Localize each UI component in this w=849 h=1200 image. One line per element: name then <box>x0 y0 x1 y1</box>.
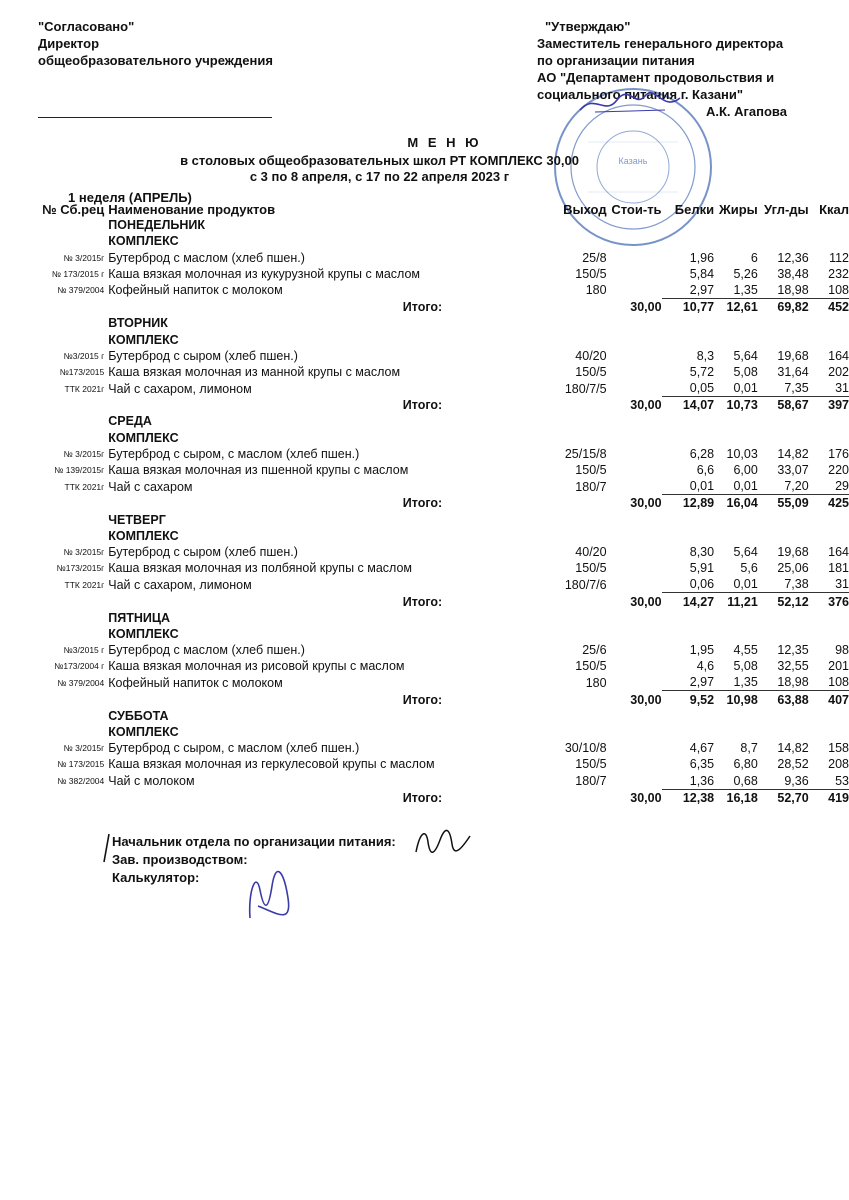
protein-value: 4,67 <box>689 741 715 756</box>
total-fat: 11,21 <box>714 593 758 610</box>
day-row <box>30 315 849 331</box>
kcal-value: 108 <box>828 282 849 297</box>
day-row <box>30 217 849 233</box>
kcal-value: 164 <box>828 544 849 559</box>
dish-name: Кофейный напиток с молоком <box>108 675 283 690</box>
footer-block <box>112 833 396 887</box>
total-fat: 12,61 <box>714 298 758 315</box>
cost-cell <box>607 740 662 756</box>
fat-value: 0,01 <box>733 577 758 592</box>
agreed-label: "Согласовано" <box>38 19 135 34</box>
menu-subtitle: в столовых общеобразовательных школ РТ КОМПЛЕКС 30,00 <box>180 153 579 168</box>
cost-cell <box>607 364 662 380</box>
total-row <box>30 397 849 414</box>
fat-value: 0,01 <box>733 479 758 494</box>
dish-name: Каша вязкая молочная из рисовой крупы с маслом <box>108 659 405 674</box>
protein-value: 6,28 <box>689 446 715 461</box>
table-row <box>30 756 849 772</box>
complex-row <box>30 626 849 642</box>
carbs-value: 18,98 <box>777 282 809 297</box>
cost-cell <box>607 462 662 478</box>
kcal-value: 208 <box>828 757 849 772</box>
total-fat: 16,18 <box>714 789 758 806</box>
approval-left-block <box>38 18 273 69</box>
kcal-value: 31 <box>835 577 849 592</box>
col-code: № Сб.рец <box>42 201 105 217</box>
approval-right-block <box>537 18 837 120</box>
day-label: ВТОРНИК <box>108 316 168 331</box>
protein-value: 8,30 <box>689 544 715 559</box>
complex-label: КОМПЛЕКС <box>108 234 179 249</box>
production-manager-label: Зав. производством: <box>112 852 248 867</box>
signer-name: А.К. Агапова <box>705 104 787 119</box>
total-cost: 30,00 <box>630 496 662 511</box>
day-label: ПЯТНИЦА <box>108 610 171 625</box>
complex-label: КОМПЛЕКС <box>108 430 179 445</box>
table-row <box>30 266 849 282</box>
kcal-value: 108 <box>828 675 849 690</box>
total-carbs: 58,67 <box>758 397 809 414</box>
recipe-code: ТТК 2021г <box>64 383 105 394</box>
cost-cell <box>607 560 662 576</box>
total-cost: 30,00 <box>630 790 662 805</box>
head-of-dept-label: Начальник отдела по организации питания: <box>112 834 396 849</box>
day-label: СУББОТА <box>108 708 169 723</box>
portion-output: 180/7 <box>575 774 607 789</box>
carbs-value: 18,98 <box>777 675 809 690</box>
protein-value: 0,05 <box>689 381 715 396</box>
carbs-value: 9,36 <box>784 773 809 788</box>
institution-label: общеобразовательного учреждения <box>38 53 273 68</box>
recipe-code: № 379/2004 <box>57 285 105 296</box>
table-row <box>30 380 849 397</box>
portion-output: 150/5 <box>575 659 607 674</box>
col-protein: Белки <box>674 201 715 217</box>
total-row <box>30 593 849 610</box>
total-kcal: 376 <box>809 593 849 610</box>
total-carbs: 55,09 <box>758 495 809 512</box>
portion-output: 25/6 <box>582 643 607 658</box>
table-row <box>30 249 849 265</box>
cost-cell <box>607 658 662 674</box>
cost-cell <box>607 756 662 772</box>
dish-name: Каша вязкая молочная из кукурузной крупы с маслом <box>108 266 421 281</box>
fat-value: 5,64 <box>733 348 758 363</box>
total-protein: 12,89 <box>662 495 715 512</box>
total-cost: 30,00 <box>630 692 662 707</box>
complex-label: КОМПЛЕКС <box>108 332 179 347</box>
table-row <box>30 560 849 576</box>
total-kcal: 419 <box>809 789 849 806</box>
total-row <box>30 691 849 708</box>
recipe-code: № 3/2015г <box>63 448 105 459</box>
portion-output: 150/5 <box>575 561 607 576</box>
total-fat: 10,73 <box>714 397 758 414</box>
col-carbs: Угл-ды <box>764 201 809 217</box>
portion-output: 180/7 <box>575 479 607 494</box>
portion-output: 25/8 <box>582 250 607 265</box>
protein-value: 2,97 <box>689 282 715 297</box>
col-cost: Стои-ть <box>611 201 662 217</box>
table-row <box>30 658 849 674</box>
table-row <box>30 642 849 658</box>
total-protein: 14,27 <box>662 593 715 610</box>
recipe-code: № 173/2015 <box>57 759 105 770</box>
carbs-value: 19,68 <box>777 348 809 363</box>
company-line: АО "Департамент продовольствия и <box>537 70 775 85</box>
total-cost: 30,00 <box>630 594 662 609</box>
carbs-value: 7,35 <box>784 381 809 396</box>
cost-cell <box>607 674 662 691</box>
col-name: Наименование продуктов <box>108 201 276 217</box>
total-kcal: 397 <box>809 397 849 414</box>
carbs-value: 7,20 <box>784 479 809 494</box>
day-row <box>30 708 849 724</box>
table-row <box>30 282 849 299</box>
dish-name: Чай с сахаром <box>108 479 193 494</box>
total-carbs: 52,70 <box>758 789 809 806</box>
table-row <box>30 462 849 478</box>
recipe-code: №3/2015 г <box>63 350 105 361</box>
carbs-value: 28,52 <box>777 757 809 772</box>
protein-value: 5,91 <box>689 561 715 576</box>
dish-name: Бутерброд с сыром, с маслом (хлеб пшен.) <box>108 741 360 756</box>
carbs-value: 33,07 <box>777 463 809 477</box>
total-row <box>30 789 849 806</box>
fat-value: 6,80 <box>733 757 758 772</box>
deputy-title: Заместитель генерального директора <box>537 36 784 51</box>
kcal-value: 112 <box>829 250 849 265</box>
cost-cell <box>607 282 662 299</box>
fat-value: 5,08 <box>733 364 758 379</box>
recipe-code: №173/2015 <box>59 366 105 377</box>
table-row <box>30 740 849 756</box>
recipe-code: № 139/2015г <box>54 465 105 475</box>
day-label: СРЕДА <box>108 414 152 429</box>
recipe-code: № 382/2004 <box>57 776 105 787</box>
table-row <box>30 478 849 495</box>
fat-value: 5,6 <box>740 561 758 576</box>
complex-row <box>30 233 849 249</box>
approve-label: "Утверждаю" <box>545 19 631 34</box>
cost-cell <box>607 544 662 560</box>
recipe-code: № 3/2015г <box>63 546 105 557</box>
protein-value: 1,36 <box>689 773 715 788</box>
carbs-value: 12,35 <box>777 643 809 658</box>
total-kcal: 407 <box>809 691 849 708</box>
menu-table <box>30 201 849 806</box>
portion-output: 25/15/8 <box>564 446 607 461</box>
portion-output: 40/20 <box>575 348 607 363</box>
cost-cell <box>607 380 662 397</box>
complex-label: КОМПЛЕКС <box>108 528 179 543</box>
fat-value: 6,00 <box>733 463 758 477</box>
cost-cell <box>607 446 662 462</box>
signature-icon <box>412 822 472 862</box>
portion-output: 150/5 <box>575 463 607 477</box>
portion-output: 150/5 <box>575 266 607 281</box>
total-kcal: 425 <box>809 495 849 512</box>
day-row <box>30 511 849 527</box>
day-row <box>30 610 849 626</box>
table-row <box>30 348 849 364</box>
fat-value: 0,68 <box>733 773 758 788</box>
table-row <box>30 772 849 789</box>
complex-label: КОМПЛЕКС <box>108 626 179 641</box>
dish-name: Каша вязкая молочная из пшенной крупы с маслом <box>108 463 409 477</box>
dish-name: Каша вязкая молочная из полбяной крупы с маслом <box>108 561 413 576</box>
day-label: ПОНЕДЕЛЬНИК <box>108 218 205 233</box>
menu-title: М Е Н Ю <box>407 135 482 150</box>
kcal-value: 98 <box>835 643 849 658</box>
total-cost: 30,00 <box>630 398 662 413</box>
recipe-code: ТТК 2021г <box>64 481 105 492</box>
dish-name: Бутерброд с маслом (хлеб пшен.) <box>108 250 305 265</box>
fat-value: 8,7 <box>740 741 758 756</box>
complex-row <box>30 528 849 544</box>
total-label: Итого: <box>402 398 443 413</box>
kcal-value: 201 <box>828 659 849 674</box>
kcal-value: 181 <box>828 561 849 576</box>
carbs-value: 31,64 <box>777 364 809 379</box>
carbs-value: 32,55 <box>777 659 809 674</box>
cost-cell <box>607 642 662 658</box>
total-label: Итого: <box>402 692 443 707</box>
portion-output: 180/7/6 <box>564 577 607 592</box>
recipe-code: ТТК 2021г <box>64 579 105 590</box>
protein-value: 5,84 <box>689 266 715 281</box>
kcal-value: 31 <box>835 381 849 396</box>
fat-value: 1,35 <box>733 675 758 690</box>
dish-name: Бутерброд с сыром, с маслом (хлеб пшен.) <box>108 446 360 461</box>
total-carbs: 52,12 <box>758 593 809 610</box>
recipe-code: №173/2004 г <box>54 661 105 672</box>
total-row <box>30 298 849 315</box>
total-cost: 30,00 <box>630 300 662 315</box>
protein-value: 4,6 <box>696 659 715 674</box>
total-protein: 10,77 <box>662 298 715 315</box>
fat-value: 4,55 <box>733 643 758 658</box>
portion-output: 180 <box>585 675 607 690</box>
day-label: ЧЕТВЕРГ <box>108 512 166 527</box>
col-out: Выход <box>563 201 607 217</box>
carbs-value: 38,48 <box>777 266 809 281</box>
recipe-code: № 3/2015г <box>63 252 105 263</box>
protein-value: 6,6 <box>696 463 715 477</box>
protein-value: 0,01 <box>689 479 715 494</box>
fat-value: 0,01 <box>733 381 758 396</box>
dish-name: Каша вязкая молочная из геркулесовой крупы с маслом <box>108 757 435 772</box>
total-protein: 12,38 <box>662 789 715 806</box>
portion-output: 180 <box>585 283 607 298</box>
recipe-code: № 3/2015г <box>63 743 105 754</box>
dish-name: Каша вязкая молочная из манной крупы с маслом <box>108 364 401 379</box>
carbs-value: 25,06 <box>777 561 809 576</box>
kcal-value: 232 <box>828 266 849 281</box>
svg-text:Казань: Казань <box>618 156 648 166</box>
protein-value: 1,96 <box>689 250 715 265</box>
cost-cell <box>607 576 662 593</box>
dish-name: Чай с молоком <box>108 774 195 789</box>
kcal-value: 202 <box>828 364 849 379</box>
total-carbs: 63,88 <box>758 691 809 708</box>
protein-value: 5,72 <box>689 364 715 379</box>
kcal-value: 164 <box>828 348 849 363</box>
portion-output: 30/10/8 <box>564 741 607 756</box>
carbs-value: 7,38 <box>784 577 809 592</box>
total-carbs: 69,82 <box>758 298 809 315</box>
fat-value: 1,35 <box>733 282 758 297</box>
cost-cell <box>607 266 662 282</box>
total-label: Итого: <box>402 496 443 511</box>
protein-value: 1,95 <box>689 643 715 658</box>
city-line: социального питания г. Казани" <box>537 87 744 102</box>
carbs-value: 12,36 <box>777 250 809 265</box>
fat-value: 5,26 <box>733 266 758 281</box>
col-kcal: Ккал <box>819 201 849 217</box>
col-fat: Жиры <box>719 201 758 217</box>
total-fat: 16,04 <box>714 495 758 512</box>
total-kcal: 452 <box>809 298 849 315</box>
table-row <box>30 544 849 560</box>
carbs-value: 14,82 <box>777 446 809 461</box>
kcal-value: 53 <box>835 773 849 788</box>
signature-line <box>38 117 272 118</box>
table-row <box>30 446 849 462</box>
dept-line: по организации питания <box>537 53 695 68</box>
complex-label: КОМПЛЕКС <box>108 725 179 739</box>
total-protein: 9,52 <box>662 691 715 708</box>
complex-row <box>30 331 849 347</box>
kcal-value: 29 <box>835 479 849 494</box>
menu-dates: с 3 по 8 апреля, с 17 по 22 апреля 2023 г <box>249 169 510 184</box>
cost-cell <box>607 348 662 364</box>
dish-name: Бутерброд с сыром (хлеб пшен.) <box>108 348 298 363</box>
mark-icon <box>100 832 112 864</box>
calculator-label: Калькулятор: <box>112 870 200 885</box>
portion-output: 150/5 <box>575 757 607 772</box>
dish-name: Бутерброд с маслом (хлеб пшен.) <box>108 643 305 658</box>
portion-output: 40/20 <box>575 544 607 559</box>
total-row <box>30 495 849 512</box>
protein-value: 2,97 <box>689 675 715 690</box>
kcal-value: 158 <box>828 741 849 756</box>
portion-output: 150/5 <box>575 364 607 379</box>
total-label: Итого: <box>402 594 443 609</box>
carbs-value: 19,68 <box>777 544 809 559</box>
fat-value: 10,03 <box>726 446 758 461</box>
day-row <box>30 413 849 429</box>
dish-name: Чай с сахаром, лимоном <box>108 381 252 396</box>
fat-value: 5,08 <box>733 659 758 674</box>
complex-row <box>30 429 849 445</box>
dish-name: Чай с сахаром, лимоном <box>108 577 252 592</box>
recipe-code: №3/2015 г <box>63 645 105 656</box>
week-label: 1 неделя (АПРЕЛЬ) <box>68 190 192 205</box>
total-fat: 10,98 <box>714 691 758 708</box>
recipe-code: №173/2015г <box>56 563 105 574</box>
recipe-code: № 173/2015 г <box>51 268 105 279</box>
table-row <box>30 674 849 691</box>
total-protein: 14,07 <box>662 397 715 414</box>
complex-row <box>30 724 849 740</box>
director-label: Директор <box>38 36 100 51</box>
protein-value: 0,06 <box>689 577 715 592</box>
cost-cell <box>607 772 662 789</box>
dish-name: Кофейный напиток с молоком <box>108 283 283 298</box>
fat-value: 6 <box>750 250 758 265</box>
cost-cell <box>607 249 662 265</box>
protein-value: 8,3 <box>696 348 715 363</box>
table-header <box>30 201 849 217</box>
dish-name: Бутерброд с сыром (хлеб пшен.) <box>108 544 298 559</box>
recipe-code: № 379/2004 <box>57 677 105 688</box>
cost-cell <box>607 478 662 495</box>
table-row <box>30 576 849 593</box>
carbs-value: 14,82 <box>777 741 809 756</box>
table-row <box>30 364 849 380</box>
kcal-value: 220 <box>828 463 849 477</box>
fat-value: 5,64 <box>733 544 758 559</box>
total-label: Итого: <box>402 300 443 315</box>
total-label: Итого: <box>402 790 443 805</box>
portion-output: 180/7/5 <box>564 381 607 396</box>
kcal-value: 176 <box>828 446 849 461</box>
protein-value: 6,35 <box>689 757 715 772</box>
